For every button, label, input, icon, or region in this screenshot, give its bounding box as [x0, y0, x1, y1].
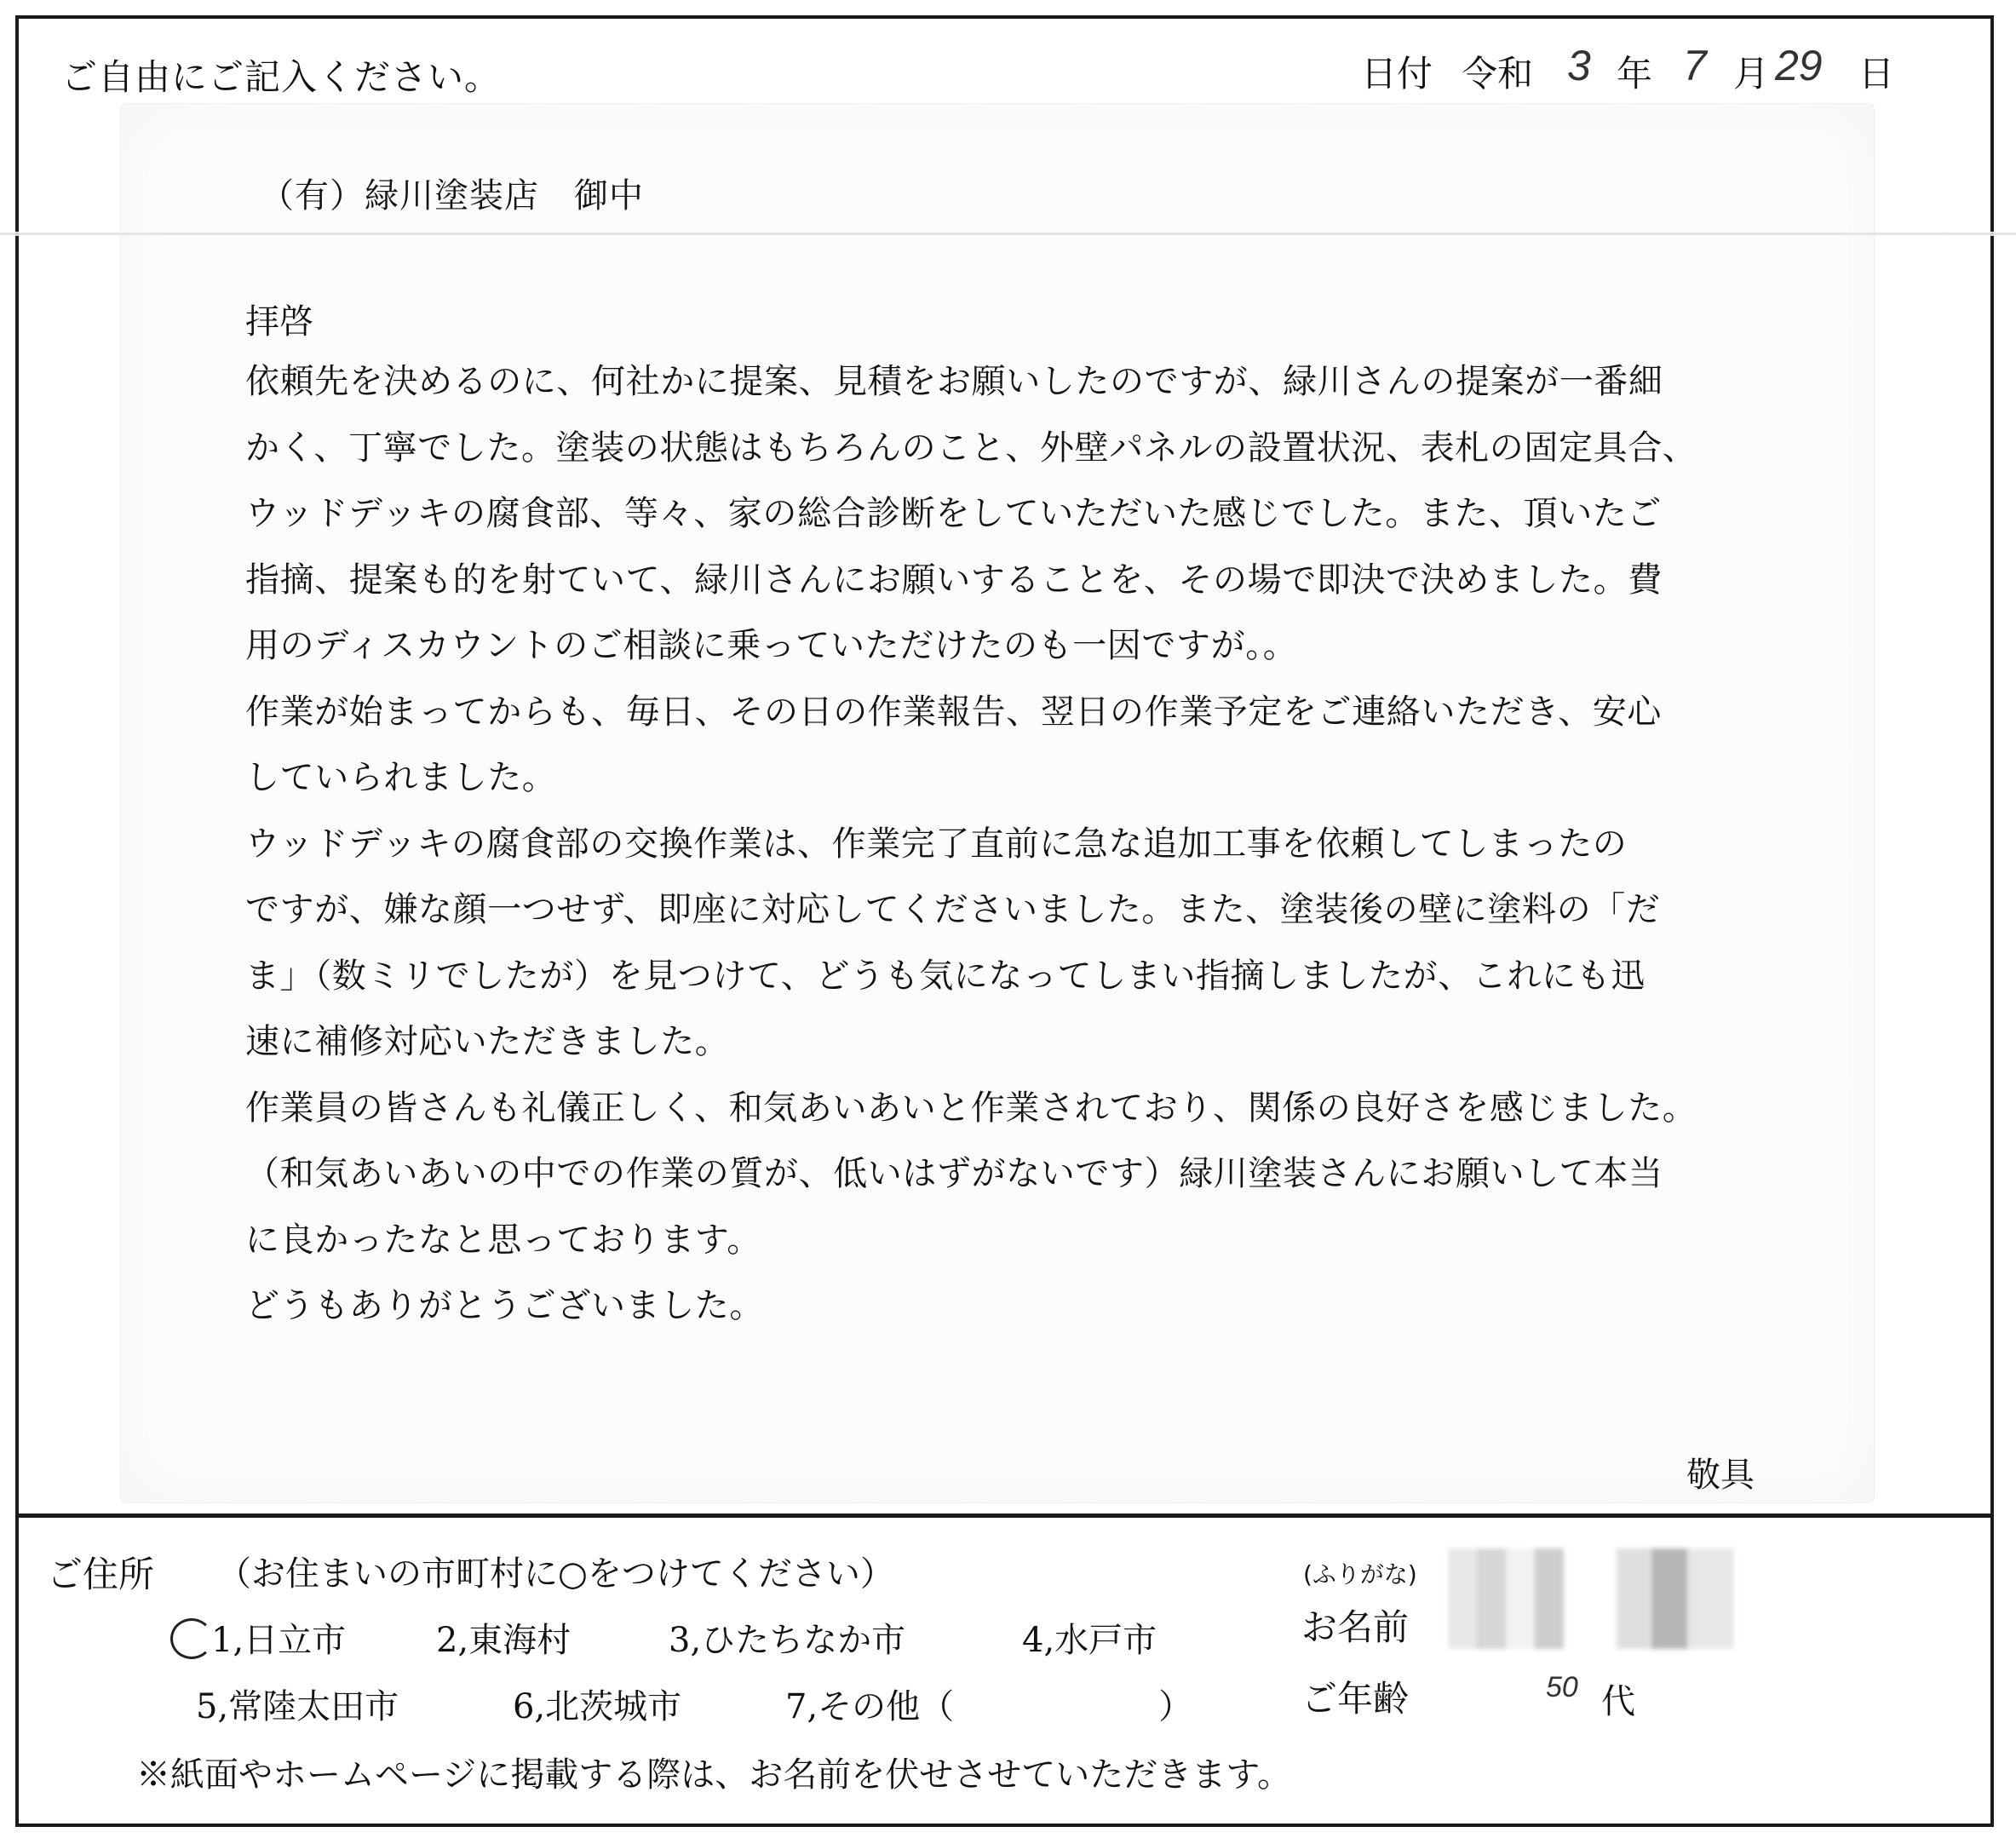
date-year-unit: 年 [1617, 53, 1653, 95]
address-option-other[interactable]: 7,その他（ ） [785, 1687, 1193, 1726]
date-label: 日付 [1361, 53, 1433, 95]
letter-line: に良かったなと思っております。 [245, 1220, 761, 1260]
instruction-text: ご自由にご記入ください。 [61, 56, 502, 98]
furigana-label: (ふりがな) [1303, 1560, 1417, 1588]
letter-line: していられました。 [245, 758, 557, 797]
letter-line: 作業員の皆さんも礼儀正しく、和気あいあいと作業されており、関係の良好さを感じました。 [245, 1088, 1697, 1128]
letter-line: 速に補修対応いただきました。 [245, 1022, 730, 1061]
date-month-unit: 月 [1733, 53, 1770, 95]
date-day-handwritten: 29 [1775, 42, 1823, 89]
letter-line: かく、丁寧でした。塗装の状態はもちろんのこと、外壁パネルの設置状況、表札の固定具合、 [245, 428, 1697, 468]
address-label: ご住所 [47, 1554, 155, 1595]
age-label: ご年齢 [1301, 1678, 1410, 1720]
name-redacted-block [1448, 1548, 1564, 1649]
paper-crease [0, 232, 2016, 236]
address-hint: （お住まいの市町村に○をつけてください） [217, 1554, 894, 1594]
letter-line: どうもありがとうございました。 [245, 1286, 764, 1325]
date-day-unit: 日 [1858, 53, 1895, 95]
letter-line: 依頼先を決めるのに、何社かに提案、見積をお願いしたのですが、緑川さんの提案が一番細 [245, 362, 1663, 401]
letter-line: ま」（数ミリでしたが）を見つけて、どうも気になってしまい指摘しましたが、これにも迅 [245, 956, 1646, 996]
date-era: 令和 [1462, 53, 1534, 95]
address-option-tokai[interactable]: 2,東海村 [436, 1621, 571, 1660]
date-line [1361, 42, 1895, 97]
address-option-mito[interactable]: 4,水戸市 [1022, 1621, 1157, 1660]
name-label: お名前 [1301, 1606, 1410, 1648]
privacy-notice: ※紙面やホームページに掲載する際は、お名前を伏せさせていただきます。 [136, 1755, 1291, 1795]
date-year-handwritten: 3 [1567, 42, 1591, 89]
address-option-hitachiota[interactable]: 5,常陸太田市 [196, 1687, 399, 1726]
age-unit: 代 [1601, 1682, 1635, 1721]
selected-option-circle [170, 1618, 213, 1659]
letter-closing: 敬具 [1686, 1456, 1755, 1495]
letter-line: 作業が始まってからも、毎日、その日の作業報告、翌日の作業予定をご連絡いただき、安心 [245, 692, 1662, 732]
date-month-handwritten: 7 [1683, 42, 1707, 89]
address-option-hitachi[interactable]: 1,日立市 [211, 1621, 347, 1660]
name-redacted-block [1617, 1548, 1734, 1649]
letter-line: ウッドデッキの腐食部の交換作業は、作業完了直前に急な追加工事を依頼してしまったの [245, 824, 1628, 864]
letter-line: ウッドデッキの腐食部、等々、家の総合診断をしていただいた感じでした。また、頂いたご [245, 494, 1662, 533]
age-value-handwritten: 50 [1546, 1671, 1578, 1703]
letter-addressee: （有）緑川塗装店 御中 [260, 176, 644, 215]
letter-salutation: 拝啓 [245, 302, 313, 342]
letter-line: 指摘、提案も的を射ていて、緑川さんにお願いすることを、その場で即決で決めました。費 [245, 560, 1663, 600]
address-option-hitachinaka[interactable]: 3,ひたちなか市 [669, 1621, 906, 1660]
letter-body [245, 358, 1778, 1348]
letter-line: 用のディスカウントのご相談に乗っていただけたのも一因ですが。。 [245, 626, 1298, 665]
section-divider [15, 1513, 1994, 1518]
letter-line: ですが、嫌な顔一つせず、即座に対応してくださいました。また、塗装後の壁に塗料の「だ [245, 890, 1661, 929]
letter-line: （和気あいあいの中での作業の質が、低いはずがないです）緑川塗装さんにお願いして本当 [245, 1154, 1663, 1193]
address-option-kitaibaraki[interactable]: 6,北茨城市 [513, 1687, 682, 1726]
